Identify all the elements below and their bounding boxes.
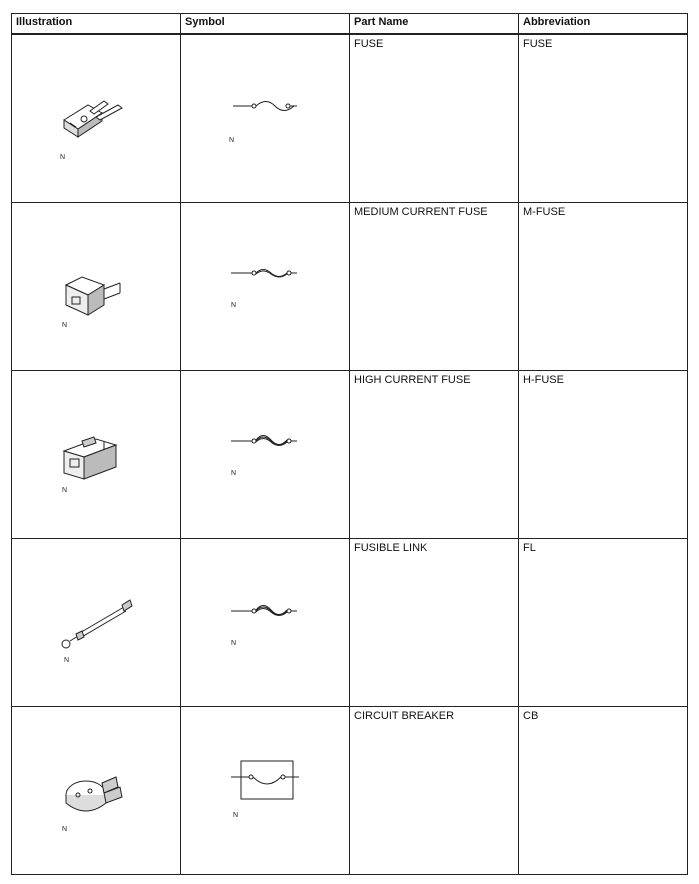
part-name-cell bbox=[350, 371, 519, 539]
part-name-cell bbox=[350, 707, 519, 875]
table-row bbox=[12, 203, 688, 371]
table-row bbox=[12, 707, 688, 875]
table-row bbox=[12, 539, 688, 707]
high-current-fuse-symbol-icon bbox=[181, 371, 349, 538]
abbreviation-cell bbox=[519, 539, 688, 707]
high-current-fuse-icon bbox=[12, 371, 180, 538]
circuit-breaker-symbol-icon bbox=[181, 707, 349, 874]
symbol-cell bbox=[181, 203, 350, 371]
abbreviation: M-FUSE bbox=[523, 206, 566, 218]
part-name: CIRCUIT BREAKER bbox=[354, 710, 455, 722]
symbol-cell bbox=[181, 371, 350, 539]
header-illustration: Illustration bbox=[12, 14, 181, 35]
abbreviation: FUSE bbox=[523, 38, 553, 50]
part-name-cell bbox=[350, 203, 519, 371]
abbreviation: H-FUSE bbox=[523, 374, 564, 386]
part-name: FUSIBLE LINK bbox=[354, 542, 428, 554]
symbol-tag: N bbox=[231, 302, 237, 309]
circuit-breaker-icon bbox=[12, 707, 180, 874]
symbol-tag: N bbox=[231, 470, 237, 477]
fuse-symbol-icon bbox=[181, 35, 349, 202]
fusible-link-icon bbox=[12, 539, 180, 706]
abbreviation-cell bbox=[519, 371, 688, 539]
header-row bbox=[12, 14, 688, 35]
header-symbol: Symbol bbox=[181, 14, 350, 35]
symbol-tag: N bbox=[233, 812, 239, 819]
abbreviation-cell bbox=[519, 34, 688, 203]
part-name-cell bbox=[350, 539, 519, 707]
illustration-tag: N bbox=[62, 322, 68, 329]
illustration-cell bbox=[12, 707, 181, 875]
illustration-tag: N bbox=[60, 154, 66, 161]
medium-current-fuse-icon bbox=[12, 203, 180, 370]
abbreviation-cell bbox=[519, 203, 688, 371]
part-name: FUSE bbox=[354, 38, 384, 50]
illustration-cell bbox=[12, 203, 181, 371]
symbol-cell bbox=[181, 539, 350, 707]
header-abbreviation: Abbreviation bbox=[519, 14, 688, 35]
illustration-cell bbox=[12, 371, 181, 539]
illustration-tag: N bbox=[64, 657, 70, 664]
part-name: MEDIUM CURRENT FUSE bbox=[354, 206, 488, 218]
abbreviation: CB bbox=[523, 710, 539, 722]
table-row bbox=[12, 371, 688, 539]
illustration-cell bbox=[12, 539, 181, 707]
header-part-name: Part Name bbox=[350, 14, 519, 35]
blade-fuse-icon bbox=[12, 35, 180, 202]
part-name: HIGH CURRENT FUSE bbox=[354, 374, 471, 386]
part-name-cell bbox=[350, 34, 519, 203]
symbol-tag: N bbox=[231, 640, 237, 647]
symbol-cell bbox=[181, 707, 350, 875]
abbreviation-cell bbox=[519, 707, 688, 875]
parts-symbol-table bbox=[11, 13, 688, 875]
fusible-link-symbol-icon bbox=[181, 539, 349, 706]
table-row bbox=[12, 34, 688, 203]
abbreviation: FL bbox=[523, 542, 536, 554]
symbol-cell bbox=[181, 34, 350, 203]
illustration-tag: N bbox=[62, 487, 68, 494]
medium-current-fuse-symbol-icon bbox=[181, 203, 349, 370]
illustration-cell bbox=[12, 34, 181, 203]
symbol-tag: N bbox=[229, 137, 235, 144]
illustration-tag: N bbox=[62, 826, 68, 833]
